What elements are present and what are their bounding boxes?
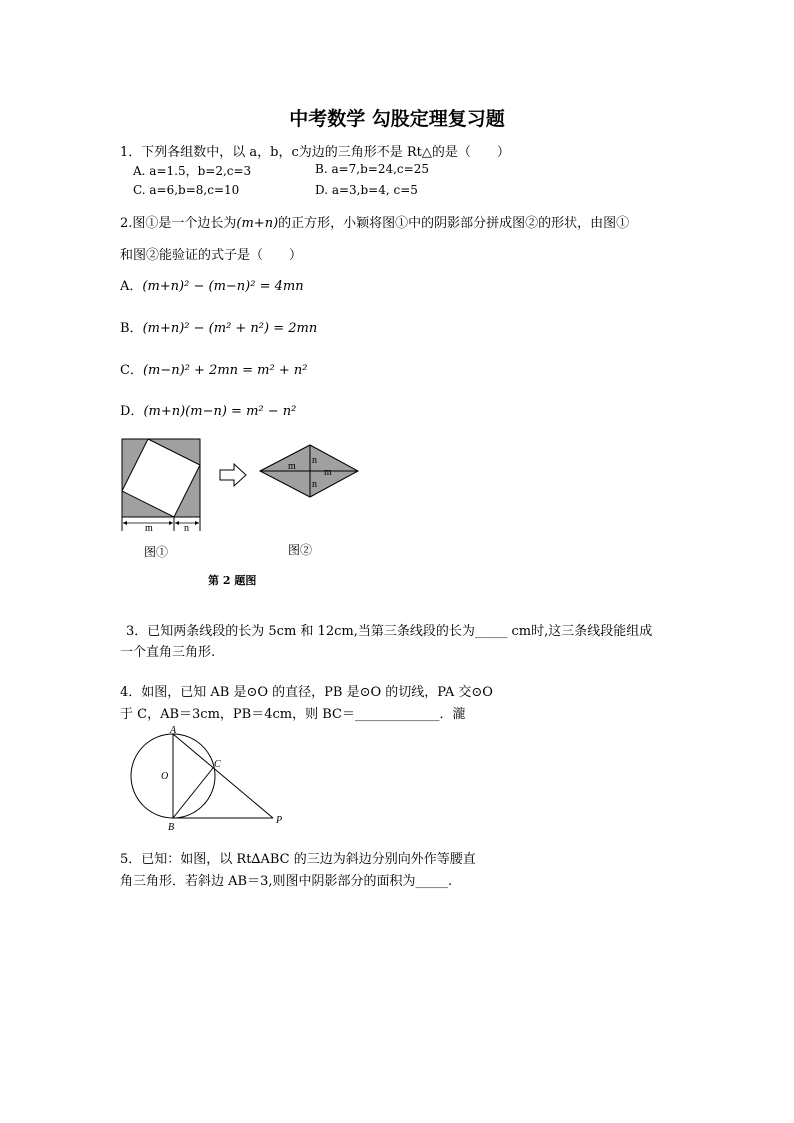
q4-line-ap [173, 734, 273, 818]
q2-figure-caption: 第 2 题图 [208, 574, 257, 587]
q2-option-a-expr: (m+n)² − (m−n)² = 4mn [142, 279, 304, 294]
page-title: 中考数学 勾股定理复习题 [289, 108, 505, 130]
q3-line1: 3．已知两条线段的长为 5cm 和 12cm,当第三条线段的长为_____ cm时,这三条线段能组成 [126, 624, 653, 639]
q1-option-b: B. a=7,b=24,c=25 [315, 162, 429, 176]
q4-label-o: O [161, 771, 169, 782]
q2-option-a-label: A． [120, 279, 143, 294]
q1-option-c: C. a=6,b=8,c=10 [133, 183, 240, 197]
q2-stem-part1: 2.图①是一个边长为 [120, 216, 237, 231]
q2-figure-1 [118, 435, 208, 535]
q4-label-b: B [168, 822, 175, 833]
q2-stem-line1 [120, 212, 629, 231]
q2-figure-2 [258, 443, 362, 499]
q2-stem-math: (m+n) [236, 216, 279, 231]
q4-label-c: C [214, 759, 221, 770]
q2-option-d-label: D． [120, 404, 144, 419]
q2-transform-arrow [218, 462, 248, 488]
q5-line2: 角三角形．若斜边 AB＝3,则图中阴影部分的面积为_____. [120, 874, 453, 889]
q2-stem-line2: 和图②能验证的式子是（ ） [120, 248, 303, 263]
fig1-arrow [123, 521, 127, 525]
fig1-arrow [175, 521, 179, 525]
q5-line1: 5．已知：如图，以 Rt∆ABC 的三边为斜边分别向外作等腰直 [120, 852, 476, 867]
q2-option-c-label: C． [120, 363, 143, 378]
q4-label-a: A [170, 726, 177, 736]
hollow-arrow-icon [220, 464, 246, 486]
q2-option-d-expr: (m+n)(m−n) = m² − n² [143, 404, 297, 419]
fig2-label-m-left: m [288, 461, 296, 472]
q2-option-a [120, 275, 304, 294]
fig1-label-n: n [184, 523, 189, 534]
q4-label-p: P [276, 815, 283, 826]
q4-figure [128, 726, 293, 836]
fig2-label-m-right: m [324, 467, 332, 478]
fig1-arrow [195, 521, 199, 525]
q4-line1: 4．如图，已知 AB 是⊙O 的直径，PB 是⊙O 的切线，PA 交⊙O [120, 685, 493, 700]
q4-chord-bc [173, 768, 213, 818]
q2-option-c-expr: (m−n)² + 2mn = m² + n² [142, 363, 308, 378]
fig2-label-n-bottom: n [312, 479, 317, 490]
q2-option-b [120, 317, 317, 336]
q3-line2: 一个直角三角形. [120, 645, 216, 660]
q2-option-b-expr: (m+n)² − (m² + n²) = 2mn [142, 321, 318, 336]
q2-option-d [120, 400, 296, 419]
q2-option-c [120, 359, 307, 378]
fig1-arrow [169, 521, 173, 525]
q2-stem-part2: 的正方形，小颖将图①中的阴影部分拼成图②的形状，由图① [278, 216, 630, 231]
q2-fig2-caption: 图② [288, 543, 313, 557]
q1-option-a: A. a=1.5，b=2,c=3 [133, 164, 252, 178]
q2-fig1-caption: 图① [144, 545, 169, 559]
q1-option-d: D. a=3,b=4, c=5 [315, 183, 418, 197]
q2-option-b-label: B． [120, 321, 143, 336]
q1-stem: 1．下列各组数中，以 a，b，c为边的三角形不是 Rt△的是（ ） [120, 145, 510, 160]
fig2-label-n-top: n [312, 455, 317, 466]
q4-line2: 于 C，AB＝3cm，PB＝4cm，则 BC＝_____________．瀧 [120, 707, 466, 722]
fig1-label-m: m [145, 523, 153, 534]
